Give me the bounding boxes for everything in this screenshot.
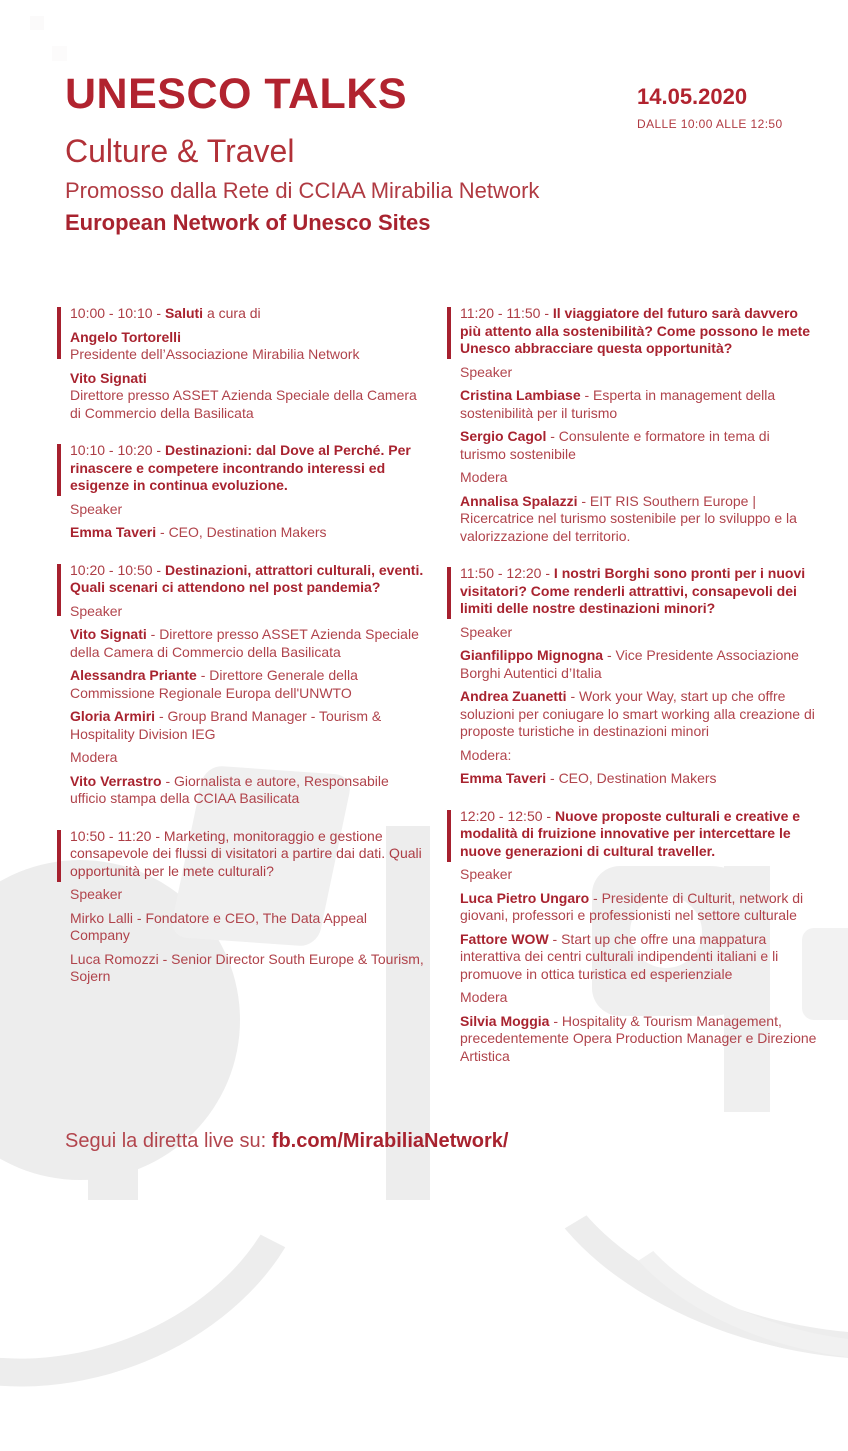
- speaker-entry: [460, 890, 818, 925]
- speaker-entry: [70, 524, 428, 542]
- speaker-entry: [460, 931, 818, 984]
- speaker-name: Cristina Lambiase: [460, 387, 581, 403]
- moderator-entry: [460, 1013, 818, 1066]
- moderator-entry: [460, 493, 818, 546]
- moderator-label: Modera: [460, 469, 508, 485]
- session-title: 10:20 - 10:50 - Destinazioni, attrattori culturali, eventi. Quali scenari ci attendono nel post pandemia?: [70, 561, 424, 595]
- speaker-name: Annalisa Spalazzi: [460, 492, 578, 509]
- speaker-entry: [70, 708, 428, 743]
- speaker-name: Sergio Cagol: [460, 428, 547, 444]
- speaker-entry: [70, 370, 428, 423]
- speaker-name: Angelo Tortorelli: [70, 328, 181, 345]
- speaker-name: Vito Signati: [70, 626, 147, 642]
- session-accent-bar: [57, 444, 61, 496]
- speaker-role: - Start up che offre una mappatura interattiva dei centri culturali indipendenti italiani e li promuove in ottica turistica ed esperienziale: [460, 930, 779, 982]
- speaker-label: Speaker: [460, 623, 513, 640]
- speaker-label: Speaker: [460, 363, 513, 380]
- speaker-entry: [460, 647, 818, 682]
- footer: [65, 1130, 509, 1153]
- header: [65, 70, 407, 170]
- speaker-role: - Group Brand Manager - Tourism & Hospitality Division IEG: [70, 708, 382, 742]
- session-12-20: [460, 808, 818, 1066]
- speaker-entry: [70, 626, 428, 661]
- speaker-role: - Esperta in management della sostenibilità per il turismo: [460, 387, 776, 421]
- session-accent-bar: [447, 307, 451, 359]
- speaker-role: - Work your Way, start up che offre soluzioni per coniugare lo smart working alla creazione di proposte turistiche in destinazioni minori: [460, 688, 815, 739]
- session-title: 12:20 - 12:50 - Nuove proposte culturali e creative e modalità di fruizione innovative per intercettare le nuove generazioni di cultural traveller.: [460, 807, 801, 859]
- footer-prefix: Segui la diretta live su:: [65, 1130, 272, 1152]
- session-time: 12:20 - 12:50 -: [460, 807, 555, 824]
- speaker-entry: [460, 688, 818, 741]
- speaker-name: Silvia Moggia: [460, 1012, 550, 1029]
- session-time: 10:00 - 10:10 -: [70, 305, 165, 321]
- session-title: 11:20 - 11:50 - Il viaggiatore del futuro sarà davvero più attento alla sostenibilità? Come possono le mete Unesco abbracciare questa opportunità?: [460, 305, 811, 356]
- speaker-name: Andrea Zuanetti: [460, 688, 567, 704]
- moderator-entry: [70, 773, 428, 808]
- session-10-10: [70, 442, 428, 542]
- speaker-role: - CEO, Destination Makers: [156, 524, 327, 540]
- speaker-role: Presidente dell’Associazione Mirabilia Network: [70, 346, 360, 362]
- speaker-name: Luca Pietro Ungaro: [460, 889, 590, 906]
- speaker-label: Speaker: [460, 866, 513, 882]
- event-time-range: DALLE 10:00 ALLE 12:50: [637, 117, 783, 131]
- promo-line-2: European Network of Unesco Sites: [65, 210, 431, 235]
- speaker-role: - Consulente e formatore in tema di turismo sostenibile: [460, 428, 770, 462]
- speaker-label: Speaker: [70, 500, 123, 517]
- speaker-name: Alessandra Priante: [70, 667, 197, 683]
- decorative-dot: [52, 46, 67, 61]
- session-10-20: [70, 562, 428, 808]
- session-time: 11:20 - 11:50 -: [460, 305, 553, 321]
- session-accent-bar: [57, 564, 61, 616]
- moderator-label: Modera:: [460, 746, 512, 763]
- session-accent-bar: [57, 830, 61, 882]
- speaker-role: - Direttore Generale della Commissione Regionale Europa dell'UNWTO: [70, 667, 358, 701]
- speaker-name: Vito Signati: [70, 369, 147, 386]
- session-11-50: [460, 565, 818, 788]
- session-time: 11:50 - 12:20 -: [460, 565, 554, 581]
- promo-line-1: Promosso dalla Rete di CCIAA Mirabilia Network: [65, 178, 540, 203]
- speaker-name: Fattore WOW: [460, 930, 549, 947]
- session-10-50: [70, 828, 428, 986]
- session-title: 10:50 - 11:20 - Marketing, monitoraggio e gestione consapevole dei flussi di visitatori a partire dai dati. Quali opportunità per le mete culturali?: [70, 827, 422, 879]
- speaker-role: - Direttore presso ASSET Azienda Speciale della Camera di Commercio della Basilicata: [70, 626, 419, 660]
- speaker-name: Gianfilippo Mignogna: [460, 647, 604, 663]
- speaker-role: Direttore presso ASSET Azienda Speciale della Camera di Commercio della Basilicata: [70, 387, 417, 421]
- speaker-label: Speaker: [70, 886, 123, 902]
- speaker-role: - Vice Presidente Associazione Borghi Autentici d’Italia: [460, 647, 799, 681]
- session-title: 10:00 - 10:10 - Saluti a cura di: [70, 305, 261, 321]
- session-title: 10:10 - 10:20 - Destinazioni: dal Dove al Perché. Per rinascere e competere incontrando interessi ed esigenze in continua evoluzione.: [70, 442, 411, 493]
- speaker-role: - Giornalista e autore, Responsabile ufficio stampa della CCIAA Basilicata: [70, 772, 389, 806]
- session-10-00: [70, 305, 428, 422]
- speaker-entry: [460, 387, 818, 422]
- session-accent-bar: [57, 307, 61, 359]
- speaker-entry: Mirko Lalli - Fondatore e CEO, The Data Appeal Company: [70, 909, 368, 943]
- program-column-left: [70, 305, 428, 1006]
- speaker-entry: [70, 329, 428, 364]
- speaker-entry: Luca Romozzi - Senior Director South Europe & Tourism, Sojern: [70, 950, 424, 984]
- program-column-right: [460, 305, 818, 1085]
- session-time: 10:50 - 11:20 -: [70, 827, 164, 844]
- session-11-20: [460, 305, 818, 545]
- event-date: 14.05.2020: [637, 84, 748, 109]
- date-block: [637, 84, 783, 131]
- facebook-link[interactable]: fb.com/MirabiliaNetwork/: [271, 1130, 509, 1152]
- speaker-role: - EIT RIS Southern Europe | Ricercatrice nel turismo sostenibile per lo sviluppo e la valorizzazione del territorio.: [460, 492, 797, 544]
- session-time: 10:10 - 10:20 -: [70, 442, 165, 458]
- session-accent-bar: [447, 810, 451, 862]
- session-title: 11:50 - 12:20 - I nostri Borghi sono pronti per i nuovi visitatori? Come renderli attrattivi, consapevoli dei limiti delle nostre destinazioni minori?: [460, 565, 806, 616]
- moderator-label: Modera: [70, 749, 118, 765]
- moderator-entry: [460, 770, 818, 788]
- speaker-name: Gloria Armiri: [70, 708, 156, 724]
- moderator-label: Modera: [460, 989, 508, 1005]
- speaker-entry: [70, 667, 428, 702]
- speaker-name: Emma Taveri: [70, 524, 157, 540]
- speaker-label: Speaker: [70, 602, 123, 619]
- session-time: 10:20 - 10:50 -: [70, 561, 165, 578]
- event-title: UNESCO TALKS: [65, 70, 408, 118]
- event-subtitle: Culture & Travel: [65, 133, 295, 169]
- speaker-role: - Presidente di Culturit, network di giovani, professori e professionisti nel settore culturale: [460, 889, 804, 923]
- speaker-entry: [460, 428, 818, 463]
- speaker-name: Vito Verrastro: [70, 772, 162, 789]
- speaker-role: - CEO, Destination Makers: [546, 770, 717, 786]
- speaker-role: - Hospitality & Tourism Management, precedentemente Opera Production Manager e Direzione Artistica: [460, 1012, 817, 1064]
- decorative-dot: [30, 16, 44, 30]
- session-accent-bar: [447, 567, 451, 619]
- speaker-name: Emma Taveri: [460, 770, 547, 786]
